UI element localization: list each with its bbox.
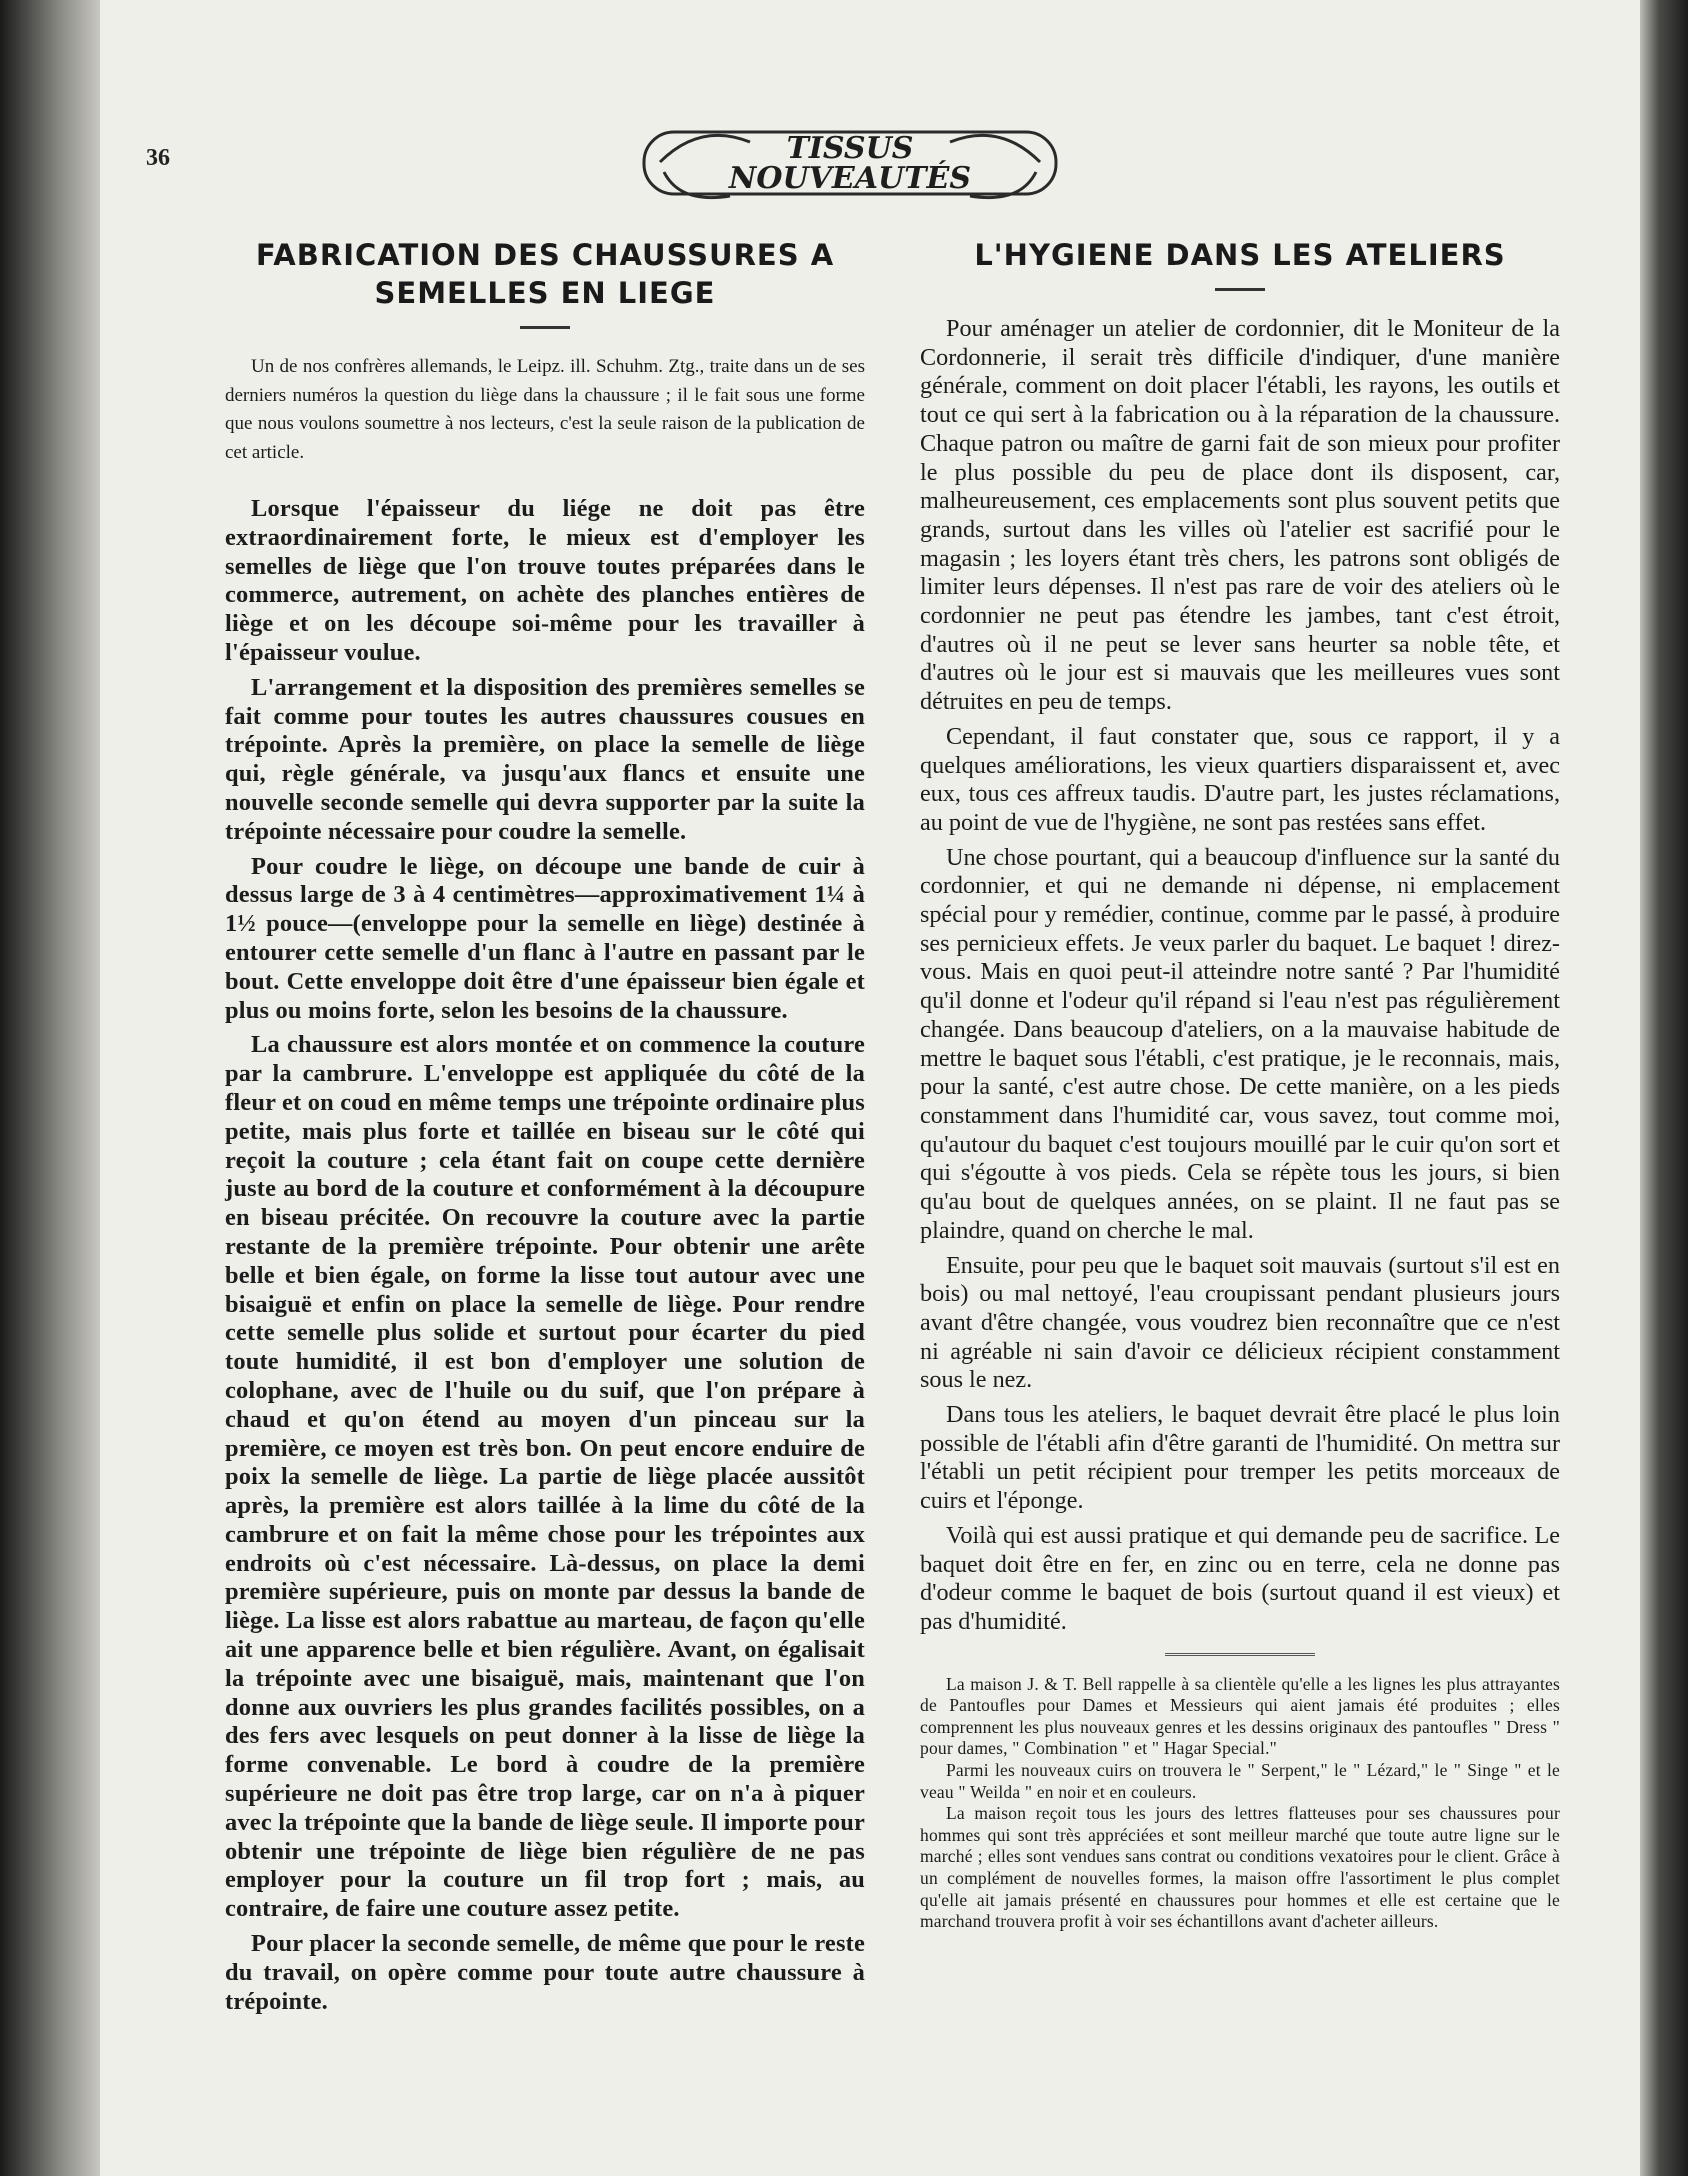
right-paragraph: Dans tous les ateliers, le baquet devrait être placé le plus loin possible de l'établi afin d'être garanti de l'humidité. On mettra sur l'établi un petit récipient pour tremper les petits morceaux de cuirs et l'éponge. [920, 1401, 1560, 1515]
advertisement-divider [1165, 1653, 1315, 1656]
advertisement-paragraph: La maison reçoit tous les jours des lettres flatteuses pour ses chaussures pour hommes qui sont très appréciées et sont meilleur marché que toute autre ligne sur le marché ; elles sont vendues sans contrat ou conditions vexatoires pour le client. Grâce à un complément de nouvelles formes, la maison offre l'assortiment le plus complet qu'elle ait jamais présenté en chaussures pour hommes et elle est certaine que le marchand trouvera profit à voir ses échantillons avant d'acheter ailleurs. [920, 1803, 1560, 1932]
right-paragraph: Ensuite, pour peu que le baquet soit mauvais (surtout s'il est en bois) ou mal nettoyé, l'eau croupissant pendant plusieurs jours avant d'être changée, vous voudrez bien reconnaître que ce n'est ni agréable ni sain d'avoir ce délicieux récipient constamment sous le nez. [920, 1251, 1560, 1394]
left-article-title: FABRICATION DES CHAUSSURES A SEMELLES EN LIEGE [255, 238, 835, 310]
page-edge-shadow [1640, 0, 1688, 2176]
book-spine-shadow [0, 0, 100, 2176]
right-paragraph: Une chose pourtant, qui a beaucoup d'influence sur la santé du cordonnier, et qui ne demande ni dépense, ni emplacement spécial pour y remédier, continue, comme par le passé, à produire ses pernicieux effets. Je veux parler du baquet. Le baquet ! direz-vous. Mais en quoi peut-il atteindre notre santé ? Par l'humidité qu'il donne et l'odeur qu'il répand si l'eau n'est pas régulièrement changée. Dans beaucoup d'ateliers, on a la mauvaise habitude de mettre le baquet sous l'établi, c'est pratique, je le reconnais, mais, pour la santé, c'est autre chose. De cette manière, on a les pieds constamment dans l'humidité car, vous savez, tout comme moi, qu'autour du baquet c'est toujours mouillé par le cuir qu'on sort et qui s'égoutte à vos pieds. Cela se répète tous les jours, si bien qu'au bout de quelques années, on se plaint. Il ne faut pas se plaindre, quand on cherche le mal. [920, 843, 1560, 1244]
title-divider [520, 326, 570, 329]
masthead-line1: TISSUS [786, 131, 914, 166]
right-paragraph: Pour aménager un atelier de cordonnier, dit le Moniteur de la Cordonnerie, il serait très difficile d'indiquer, d'une manière générale, comment on doit placer l'établi, les rayons, les outils et tout ce qui sert à la fabrication ou à la réparation de la chaussure. Chaque patron ou maître de garni fait de son mieux pour profiter le plus possible du peu de place dont ils disposent, car, malheureusement, ces emplacements sont plus souvent petits que grands, surtout dans les villes où l'atelier est sacrifié pour le magasin ; les loyers étant très chers, les patrons sont obligés de limiter leurs dépenses. Il n'est pas rare de voir des ateliers où le cordonnier ne peut pas étendre les jambes, tant c'est étroit, d'autres où il ne peut se lever sans heurter sa noble tête, et d'autres où le jour est si mauvais que les meilleures vues sont détruites en peu de temps. [920, 315, 1560, 716]
left-paragraph: Lorsque l'épaisseur du liége ne doit pas être extraordinairement forte, le mieux est d'employer les semelles de liège que l'on trouve toutes préparées dans le commerce, autrement, on achète des planches entières de liège et on les découpe soi-même pour les travailler à l'épaisseur voulue. [225, 495, 865, 666]
left-article-lead: Un de nos confrères allemands, le Leipz. ill. Schuhm. Ztg., traite dans un de ses derniers numéros la question du liège dans la chaussure ; il le fait sous une forme que nous voulons soumettre à nos lecteurs, c'est la seule raison de la publication de cet article. [225, 356, 865, 463]
left-paragraph: Pour placer la seconde semelle, de même que pour le reste du travail, on opère comme pour toute autre chaussure à trépointe. [225, 1930, 865, 2015]
advertisement-paragraph: La maison J. & T. Bell rappelle à sa clientèle qu'elle a les lignes les plus attrayantes de Pantoufles pour Dames et Messieurs qui aient jamais été produites ; elles comprennent les plus nouveaux genres et les dessins originaux des pantoufles " Dress " pour dames, " Combination " et " Hagar Special." [920, 1673, 1560, 1759]
masthead-line2: NOUVEAUTÉS [728, 161, 972, 196]
right-article-title: L'HYGIENE DANS LES ATELIERS [974, 238, 1506, 272]
advertisement-block [920, 1674, 1560, 1933]
left-paragraph: Pour coudre le liège, on découpe une bande de cuir à dessus large de 3 à 4 centimètres—approximativement 1¼ à 1½ pouce—(enveloppe pour la semelle en liège) destinée à entourer cette semelle d'un flanc à l'autre en passant par le bout. Cette enveloppe doit être d'une épaisseur bien égale et plus ou moins forte, selon les besoins de la chaussure. [225, 852, 865, 1024]
right-paragraph: Voilà qui est aussi pratique et qui demande peu de sacrifice. Le baquet doit être en fer, en zinc ou en terre, cela ne donne pas d'odeur comme le baquet de bois (surtout quand il est vieux) et pas d'humidité. [920, 1521, 1560, 1635]
advertisement-paragraph: Parmi les nouveaux cuirs on trouvera le " Serpent," le " Lézard," le " Singe " et le veau " Weilda " en noir et en couleurs. [920, 1760, 1560, 1802]
left-column [225, 236, 865, 2022]
left-paragraph: L'arrangement et la disposition des premières semelles se fait comme pour toutes les autres chaussures cousues en trépointe. Après la première, on place la semelle de liège qui, règle générale, va jusqu'aux flancs et ensuite une nouvelle seconde semelle qui devra supporter par la suite la trépointe nécessaire pour coudre la semelle. [225, 673, 865, 845]
right-paragraph: Cependant, il faut constater que, sous ce rapport, il y a quelques améliorations, les vieux quartiers disparaissent et, avec eux, tous ces affreux taudis. D'autre part, les justes réclamations, au point de vue de l'hygiène, ne sont pas restées sans effet. [920, 722, 1560, 836]
title-divider [1215, 288, 1265, 291]
page-number: 36 [146, 145, 170, 171]
masthead-logo [640, 112, 1060, 212]
left-paragraph: La chaussure est alors montée et on commence la couture par la cambrure. L'enveloppe est appliquée du côté de la fleur et on coud en même temps une trépointe ordinaire plus petite, mais plus forte et taillée en biseau sur le côté qui reçoit la couture ; cela étant fait on coupe cette dernière juste au bord de la couture et conformément à la découpure en biseau précitée. On recouvre la couture avec la partie restante de la première trépointe. Pour obtenir une arête belle et bien égale, on forme la lisse tout autour avec une bisaiguë et enfin on place la semelle de liège. Pour rendre cette semelle plus solide et surtout pour écarter du pied toute humidité, il est bon d'employer une solution de colophane, avec de l'huile ou du suif, que l'on prépare à chaud et qu'on étend au moyen d'un pinceau sur la première, ce moyen est très bon. On peut encore enduire de poix la semelle de liège. La partie de liège placée aussitôt après, la première est alors taillée à la lime du côté de la cambrure et on fait la même chose pour les trépointes aux endroits où c'est nécessaire. Là-dessus, on place la demi première supérieure, puis on monte par dessus la bande de liège. La lisse est alors rabattue au marteau, de façon qu'elle ait une apparence belle et bien régulière. Avant, on égalisait la trépointe avec une bisaiguë, mais, maintenant que l'on donne aux ouvriers les plus grandes facilités possibles, on a des fers avec lesquels on peut donner à la lisse de liège la forme convenable. Le bord à coudre de la première supérieure ne doit pas être trop large, car on n'a à piquer avec la trépointe que la bande de liège seule. Il importe pour obtenir une trépointe de liège bien régulière de ne pas employer pour la couture un fil trop fort ; mais, au contraire, de faire une couture assez petite. [225, 1031, 865, 1923]
right-column [920, 236, 1560, 1933]
